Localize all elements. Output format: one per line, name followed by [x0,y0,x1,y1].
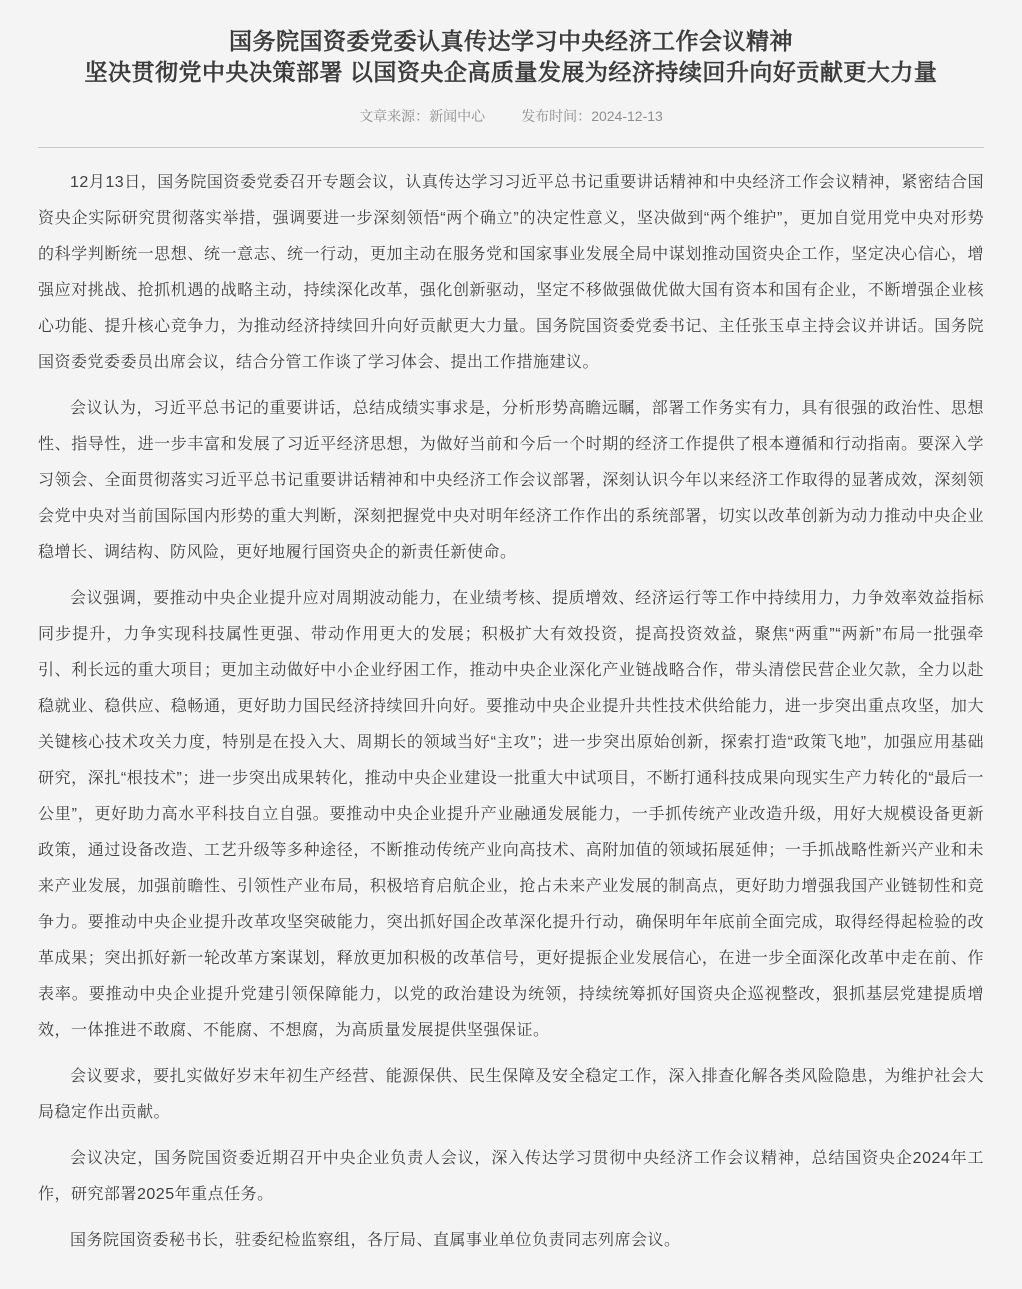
paragraph: 国务院国资委秘书长，驻委纪检监察组，各厅局、直属事业单位负责同志列席会议。 [70,1232,681,1249]
article-header [0,0,1022,88]
paragraph: 会议认为，习近平总书记的重要讲话，总结成绩实事求是，分析形势高瞻远瞩，部署工作务实有力，具有很强的政治性、思想性、指导性，进一步丰富和发展了习近平经济思想，为做好当前和今后一个时期的经济工作提供了根本遵循和行动指南。要深入学习领会、全面贯彻落实习近平总书记重要讲话精神和中央经济工作会议部署，深刻认识今年以来经济工作取得的显著成效，深刻领会党中央对当前国际国内形势的重大判断，深刻把握党中央对明年经济工作作出的系统部署，切实以改革创新为动力推动中央企业稳增长、调结构、防风险，更好地履行国资央企的新责任新使命。 [38,400,984,561]
paragraph: 会议要求，要扎实做好岁末年初生产经营、能源保供、民生保障及安全稳定工作，深入排查化解各类风险隐患，为维护社会大局稳定作出贡献。 [38,1068,984,1121]
publish-time-meta [521,108,663,124]
source-value: 新闻中心 [429,108,486,124]
page-title-line-2: 坚决贯彻党中央决策部署 以国资央企高质量发展为经济持续回升向好贡献更大力量 [84,59,938,85]
source-meta [359,108,485,124]
paragraph: 会议强调，要推动中央企业提升应对周期波动能力，在业绩考核、提质增效、经济运行等工作中持续用力，力争效率效益指标同步提升，力争实现科技属性更强、带动作用更大的发展；积极扩大有效投资，提高投资效益，聚焦“两重”“两新”布局一批强牵引、利长远的重大项目；更加主动做好中小企业纾困工作，推动中央企业深化产业链战略合作，带头清偿民营企业欠款，全力以赴稳就业、稳供应、稳畅通，更好助力国民经济持续回升向好。要推动中央企业提升共性技术供给能力，进一步突出重点攻坚，加大关键核心技术攻关力度，特别是在投入大、周期长的领域当好“主攻”；进一步突出原始创新，探索打造“政策飞地”，加强应用基础研究，深扎“根技术”；进一步突出成果转化，推动中央企业建设一批重大中试项目，不断打通科技成果向现实生产力转化的“最后一公里”，更好助力高水平科技自立自强。要推动中央企业提升产业融通发展能力，一手抓传统产业改造升级，用好大规模设备更新政策，通过设备改造、工艺升级等多种途径，不断推动传统产业向高技术、高附加值的领域拓展延伸；一手抓战略性新兴产业和未来产业发展，加强前瞻性、引领性产业布局，积极培育启航企业，抢占未来产业发展的制高点，更好助力增强我国产业链韧性和竞争力。要推动中央企业提升改革攻坚突破能力，突出抓好国企改革深化提升行动，确保明年年底前全面完成，取得经得起检验的改革成果；突出抓好新一轮改革方案谋划，释放更加积极的改革信号，更好提振企业发展信心，在进一步全面深化改革中走在前、作表率。要推动中央企业提升党建引领保障能力，以党的政治建设为统领，持续统筹抓好国资央企巡视整改，狠抓基层党建提质增效，一体推进不敢腐、不能腐、不想腐，为高质量发展提供坚强保证。 [38,590,984,1039]
paragraph: 会议决定，国务院国资委近期召开中央企业负责人会议，深入传达学习贯彻中央经济工作会议精神，总结国资央企2024年工作，研究部署2025年重点任务。 [38,1150,984,1203]
page-title-line-1: 国务院国资委党委认真传达学习中央经济工作会议精神 [229,28,793,54]
publish-time-label: 发布时间： [521,108,592,124]
article-body [38,148,984,1289]
paragraph: 12月13日，国务院国资委党委召开专题会议，认真传达学习习近平总书记重要讲话精神和中央经济工作会议精神，紧密结合国资央企实际研究贯彻落实举措，强调要进一步深刻领悟“两个确立”的决定性意义，坚决做到“两个维护”，更加自觉用党中央对形势的科学判断统一思想、统一意志、统一行动，更加主动在服务党和国家事业发展全局中谋划推动国资央企工作，坚定决心信心，增强应对挑战、抢抓机遇的战略主动，持续深化改革，强化创新驱动，坚定不移做强做优做大国有资本和国有企业，不断增强企业核心功能、提升核心竞争力，为推动经济持续回升向好贡献更大力量。国务院国资委党委书记、主任张玉卓主持会议并讲话。国务院国资委党委委员出席会议，结合分管工作谈了学习体会、提出工作措施建议。 [38,174,984,371]
article-meta [0,106,1022,126]
publish-time-value: 2024-12-13 [591,108,663,124]
source-label: 文章来源： [359,108,430,124]
